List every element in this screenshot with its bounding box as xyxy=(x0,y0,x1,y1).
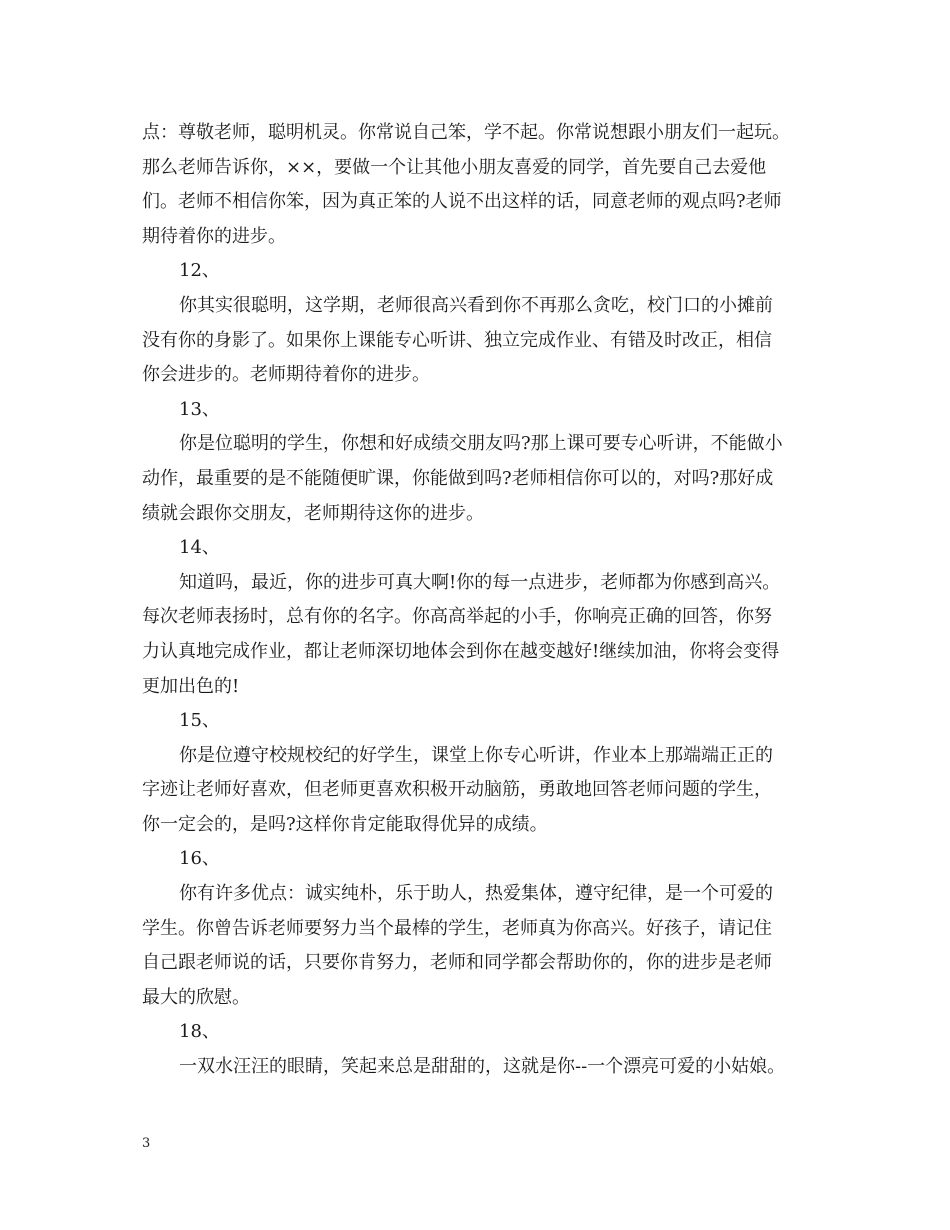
text-line: 13、 xyxy=(179,398,220,420)
text-line: 学生。你曾告诉老师要努力当个最棒的学生，老师真为你高兴。好孩子，请记住 xyxy=(142,917,772,939)
text-line: 更加出色的! xyxy=(142,675,240,697)
text-line: 绩就会跟你交朋友，老师期待这你的进步。 xyxy=(142,502,484,524)
text-line: 动作，最重要的是不能随便旷课，你能做到吗?老师相信你可以的，对吗?那好成 xyxy=(142,467,774,489)
text-line: 15、 xyxy=(179,710,220,732)
text-line: 们。老师不相信你笨，因为真正笨的人说不出这样的话，同意老师的观点吗?老师 xyxy=(142,191,782,213)
text-line: 一双水汪汪的眼睛，笑起来总是甜甜的，这就是你--一个漂亮可爱的小姑娘。 xyxy=(179,1056,786,1078)
text-line: 你是位聪明的学生，你想和好成绩交朋友吗?那上课可要专心听讲，不能做小 xyxy=(179,433,783,455)
text-line: 没有你的身影了。如果你上课能专心听讲、独立完成作业、有错及时改正，相信 xyxy=(142,329,772,351)
document-body xyxy=(142,116,814,1085)
text-line: 18、 xyxy=(179,1021,220,1043)
text-line: 点：尊敬老师，聪明机灵。你常说自己笨，学不起。你常说想跟小朋友们一起玩。 xyxy=(142,122,790,143)
text-line: 力认真地完成作业，都让老师深切地体会到你在越变越好!继续加油，你将会变得 xyxy=(142,640,780,662)
text-line: 那么老师告诉你，××，要做一个让其他小朋友喜爱的同学，首先要自己去爱他 xyxy=(142,156,767,178)
text-line: 14、 xyxy=(179,537,220,559)
text-line: 每次老师表扬时，总有你的名字。你高高举起的小手，你响亮正确的回答，你努 xyxy=(142,606,772,628)
page-number: 3 xyxy=(142,1136,151,1151)
text-line: 自己跟老师说的话，只要你肯努力，老师和同学都会帮助你的，你的进步是老师 xyxy=(142,952,772,974)
text-line: 你有许多优点：诚实纯朴，乐于助人，热爱集体，遵守纪律，是一个可爱的 xyxy=(179,883,773,905)
text-line: 12、 xyxy=(179,260,220,282)
text-line: 你会进步的。老师期待着你的进步。 xyxy=(142,364,430,386)
text-line: 期待着你的进步。 xyxy=(142,225,286,247)
text-line: 你一定会的，是吗?这样你肯定能取得优异的成绩。 xyxy=(142,813,548,835)
text-line: 16、 xyxy=(179,848,220,870)
text-line: 你是位遵守校规校纪的好学生，课堂上你专心听讲，作业本上那端端正正的 xyxy=(179,744,773,766)
text-line: 知道吗，最近，你的进步可真大啊!你的每一点进步，老师都为你感到高兴。 xyxy=(179,571,781,593)
text-line: 最大的欣慰。 xyxy=(142,986,250,1008)
text-line: 字迹让老师好喜欢，但老师更喜欢积极开动脑筋，勇敢地回答老师问题的学生， xyxy=(142,779,772,801)
text-line: 你其实很聪明，这学期，老师很高兴看到你不再那么贪吃，校门口的小摊前 xyxy=(179,294,773,316)
